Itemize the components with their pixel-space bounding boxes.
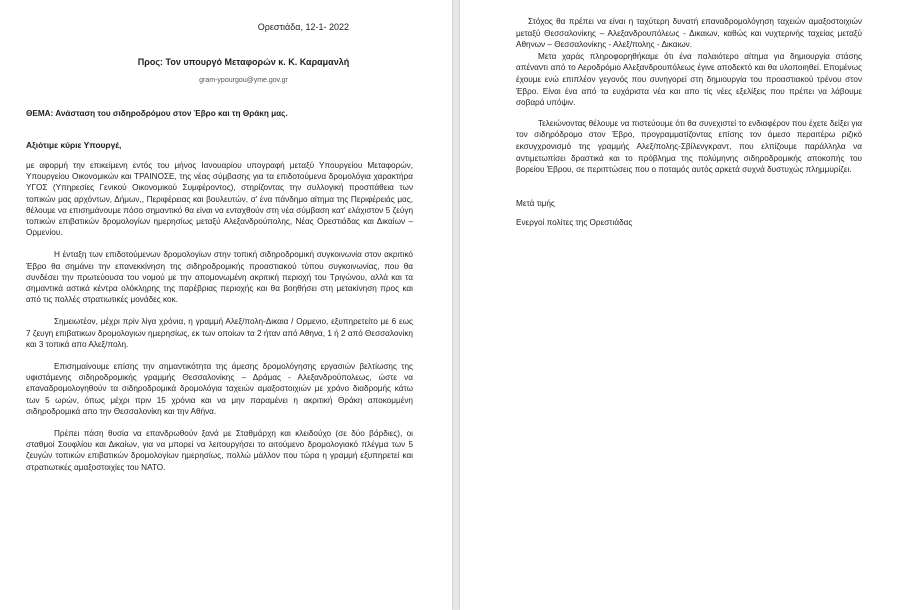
letter-page-2 (460, 0, 923, 610)
recipient-email: gram-ypourgou@yme.gov.gr (199, 77, 288, 84)
letter-greeting: Αξιότιμε κύριε Υπουργέ, (26, 140, 122, 150)
paragraph-6: Στόχος θα πρέπει να είναι η ταχύτερη δυνατή επαναδρομολόγηση ταχειών αμαξοστοιχιών μεταξύ Θεσσαλονίκης – Αλεξανδρουπόλεως - Δικαιων, καθώς και νυχτερινής ταχείας μεταξύ Αθηνων – Θεσσαλονίκης - Αλεξ/πολης - Δικαιων. (516, 17, 862, 50)
letter-closing: Μετά τιμής (516, 198, 555, 208)
letter-recipient: Προς: Τον υπουργό Μεταφορών κ. Κ. Καραμανλή (137, 57, 350, 67)
paragraph-7: Μετα χαράς πληροφορηθήκαμε ότι ένα παλαιότερο αίτημα για δημιουργία στάσης απέναντι από το Αεροδρόμιο Αλεξανδρουπόλεως έγινε αποδεκτό και θα υλοποιηθεί. Επομένως έχουμε ενώ επιπλέον γεγονός που συνηγορεί στη δημιουργία του προαστιακού τρένου στον Έβρο. Είναι ένα από τα ευχάριστα νέα και απο τίς νέες εξελίξεις που πρέπει να λάβουμε σοβαρά υπόψιν. (516, 51, 862, 108)
letter-signature: Ενεργοί πολίτες της Ορεστιάδας (516, 217, 633, 227)
paragraph-4: Επισημαίνουμε επίσης την σημαντικότητα της άμεσης δρομολόγησης εργασιών βελτίωσης της υφιστάμενης σιδηροδρομικής γραμμής Θεσσαλονίκης – Δράμας - Αλεξανδρούπολεως, ώστε να επαναδρομολογηθούν τα σιδηροδρομικά δρομολόγια ταχειών αμαξοστοιχιών με χρόνο διαδρομής κάτω των 5 ωρών, όπως μέχρι πριν 15 χρόνια και να μην παραμένει η ακριτική Θράκη αποκομμένη σιδηροδρομικά απο την Θεσσαλονίκη και την Αθήνα. (26, 362, 413, 416)
paragraph-2: Η ένταξη των επιδοτούμενων δρομολογίων στην τοπική σιδηροδρομική συγκοινωνία στον ακριτικό Έβρο θα σημάνει την επανεκκίνηση της σιδηροδρομικής προαστιακού τύπου συγκοινωνίας, που θα συνδέσει την πρωτεύουσα του νομού με την απομονωμένη ακριτική περιοχή του Τριγώνου, αλλά και τα σημαντικά αστικά κέντρα ολόκληρης της παρέβριας περιοχής και θα βοηθήσει στη μετακίνηση προς και από τις πολλές στρατιωτικές μονάδες κοκ. (26, 250, 413, 305)
letter-subject: ΘΕΜΑ: Ανάσταση του σιδηροδρόμου στον Έβρο και τη Θράκη μας. (26, 109, 288, 118)
paragraph-5: Πρέπει πάση θυσία να επανδρωθούν ξανά με Σταθμάρχη και κλειδούχο (σε δύο βάρδιες), οι σταθμοί Σουφλίου και Δικαίων, για να μπορεί να λειτουργήσει το αιτούμενο δρομολογιακό πλέγμα των 5 ζευγών τοπικών επιβατικών δρομολογίων ημερησίως, πολλώ μάλλον που τώρα η γραμμή εξυπηρετεί και στρατιωτικές αμαξοστοιχίες του ΝΑΤΟ. (26, 429, 413, 472)
paragraph-8: Τελειώνοντας θέλουμε να πιστεύουμε ότι θα συνεχιστεί το ενδιαφέρον που έχετε δείξει για τον σιδηρόδρομο στον Έβρο, προγραμματίζοντας επίσης τον άμεσο περαιτέρω ριζικό εκσυγχρονισμό της γραμμής Αλεξ/πολης-Σβίλενγκραντ, που ελπίζουμε παράλληλα να αντιμετωπίσει δραστικά και το πρόβλημα της πολύμηνης σιδηροδρομικής αποκοπής του βορείου Έβρου, σε περιπτώσεις που ο ποταμός αυτός αρκετά συχνά δυστυχώς πλημμυρίζει. (516, 118, 862, 175)
page-2-content (516, 8, 862, 228)
paragraph-3: Σημειωτέον, μέχρι πρίν λίγα χρόνια, η γραμμή Αλεξ/πολη-Δικαια / Ορμενιο, εξυπηρετείτο με 6 εως 7 ζευγη επιβατικων δρομολογιων ημερησίως, εκ των οποίων τα 2 ήταν από Αθηνα, 1 ή 2 από Θεσσαλονίκη και 3 τοπικά απο Αλεξ/πολη. (26, 317, 413, 349)
page-1-content (26, 22, 413, 473)
letter-date: Ορεστιάδα, 12-1- 2022 (257, 22, 349, 32)
letter-page-1 (0, 0, 452, 610)
paragraph-1: με αφορμή την επικείμενη εντός του μήνος Ιανουαρίου υπογραφή μεταξύ Υπουργείου Μεταφορών, Υπουργείου Οικονομικών και ΤΡΑΙΝΟΣΕ, της νέας σύμβασης για τα επιδοτούμενα δρομολόγια χαρακτήρα ΥΓΟΣ (Υπηρεσίες Γενικού Οικονομικού Συμφέροντος), στηρίζοντας την συλλογική προσπάθεια των τοπικών μας αρχόντων, Δήμων,, Περιφέρειας και βουλευτών, σ' ένα πάνδημο αίτημα της Περιφέρειάς μας, θέλουμε να επισημάνουμε πόσο σημαντικό θα είναι να ενταχθούν στη νέα σύμβαση κατ' ελάχιστον 5 ζεύγη τοπικών επιβατικών δρομολογίων ημερησίως μεταξύ Αλεξανδρούπολης, Νέας Ορεστιάδας και Δικαίων – Ορμενίου. (26, 161, 413, 238)
